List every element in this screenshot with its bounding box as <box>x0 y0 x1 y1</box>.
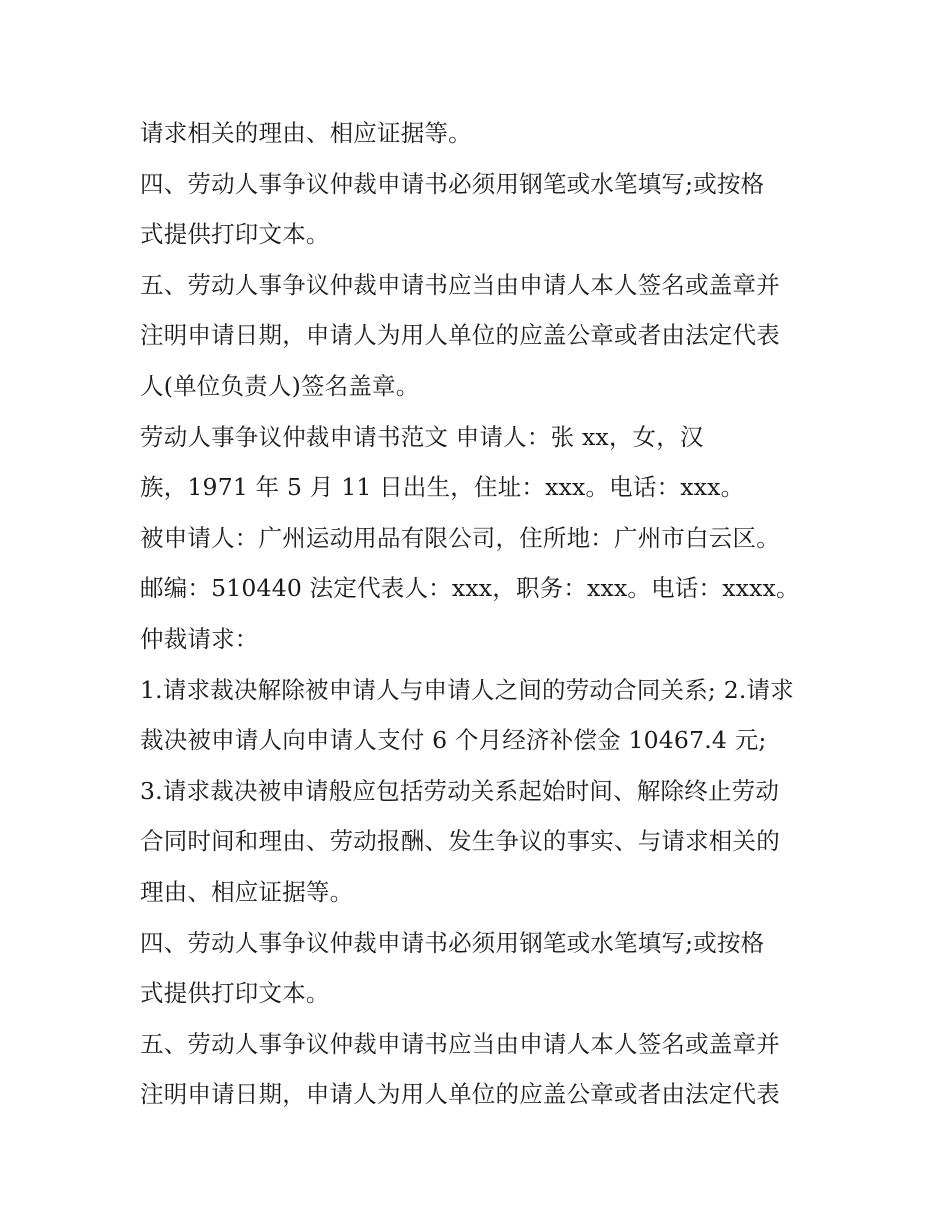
text-line: 族，1971 年 5 月 11 日出生，住址：xxx。电话：xxx。 <box>140 473 745 502</box>
text-line: 被申请人：广州运动用品有限公司，住所地：广州市白云区。 <box>140 523 780 552</box>
text-line: 理由、相应证据等。 <box>140 877 354 906</box>
text-line: 五、劳动人事争议仲裁申请书应当由申请人本人签名或盖章并 <box>140 1029 780 1058</box>
text-line: 1.请求裁决解除被申请人与申请人之间的劳动合同关系; 2.请求 <box>140 675 794 704</box>
text-line: 式提供打印文本。 <box>140 979 330 1008</box>
text-line: 邮编：510440 法定代表人：xxx，职务：xxx。电话：xxxx。 <box>140 574 800 603</box>
text-line: 裁决被申请人向申请人支付 6 个月经济补偿金 10467.4 元; <box>140 726 767 755</box>
text-line: 仲裁请求： <box>140 624 259 653</box>
text-line: 注明申请日期，申请人为用人单位的应盖公章或者由法定代表 <box>140 1080 780 1109</box>
text-line: 注明申请日期，申请人为用人单位的应盖公章或者由法定代表 <box>140 321 780 350</box>
text-line: 3.请求裁决被申请般应包括劳动关系起始时间、解除终止劳动 <box>140 776 780 805</box>
text-line: 人(单位负责人)签名盖章。 <box>140 371 420 400</box>
text-line: 四、劳动人事争议仲裁申请书必须用钢笔或水笔填写;或按格 <box>140 928 765 957</box>
text-line: 劳动人事争议仲裁申请书范文 申请人：张 xx，女，汉 <box>140 422 704 451</box>
text-line: 合同时间和理由、劳动报酬、发生争议的事实、与请求相关的 <box>140 827 780 856</box>
document-body <box>140 108 820 1120</box>
text-line: 请求相关的理由、相应证据等。 <box>140 119 472 147</box>
text-line: 五、劳动人事争议仲裁申请书应当由申请人本人签名或盖章并 <box>140 270 780 299</box>
text-line: 四、劳动人事争议仲裁申请书必须用钢笔或水笔填写;或按格 <box>140 169 765 198</box>
text-line: 式提供打印文本。 <box>140 220 330 249</box>
